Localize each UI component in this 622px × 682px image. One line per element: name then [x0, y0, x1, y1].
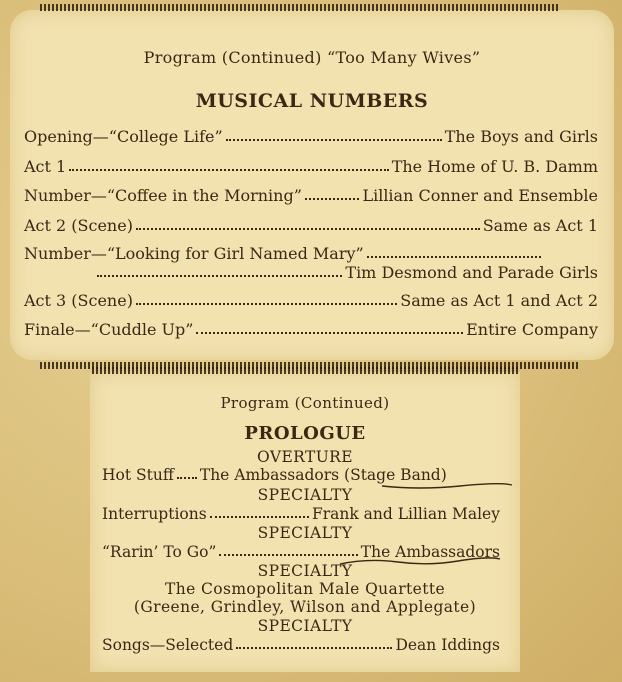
row-performer: Same as Act 1 and Act 2	[400, 291, 598, 310]
program-row	[24, 288, 598, 310]
row-performer: Same as Act 1	[482, 216, 598, 235]
program-row	[102, 503, 500, 523]
musical-numbers-heading: MUSICAL NUMBERS	[195, 90, 429, 112]
row-item: Finale—“Cuddle Up”	[24, 320, 194, 339]
clipping-top-edge	[40, 4, 560, 11]
row-item: Act 3 (Scene)	[24, 291, 133, 310]
program-row	[24, 213, 598, 235]
row-performer: Entire Company	[466, 320, 598, 339]
row-item: Act 1	[24, 157, 67, 176]
program-row	[102, 464, 500, 484]
row-item: Interruptions	[102, 505, 207, 523]
program-row	[24, 154, 598, 176]
dot-leader	[210, 516, 309, 518]
quartette-name: The Cosmopolitan Male Quartette	[164, 580, 446, 598]
dot-leader	[367, 256, 541, 258]
quartette-members: (Greene, Grindley, Wilson and Applegate)	[133, 598, 477, 616]
program-row	[24, 183, 598, 205]
program-title: Program (Continued)	[220, 394, 390, 412]
row-item: Hot Stuff	[102, 466, 174, 484]
dot-leader	[136, 228, 480, 230]
program-title: Program (Continued) “Too Many Wives”	[143, 48, 481, 67]
prologue-heading: PROLOGUE	[244, 423, 366, 444]
program-row	[24, 317, 598, 339]
dot-leader	[236, 647, 392, 649]
row-item: “Rarin’ To Go”	[102, 543, 217, 561]
section-label: SPECIALTY	[257, 562, 353, 580]
dot-leader	[196, 332, 463, 334]
row-performer: Frank and Lillian Maley	[311, 505, 500, 523]
row-item: Act 2 (Scene)	[24, 216, 133, 235]
row-item: Songs—Selected	[102, 636, 234, 654]
row-item: Opening—“College Life”	[24, 127, 223, 146]
program-row	[102, 541, 500, 561]
dot-leader	[136, 303, 397, 305]
section-label: SPECIALTY	[257, 524, 353, 542]
section-label: SPECIALTY	[257, 486, 353, 504]
row-item: Number—“Looking for Girl Named Mary”	[24, 244, 364, 263]
row-performer: Dean Iddings	[395, 636, 500, 654]
row-performer: The Ambassadors (Stage Band)	[199, 466, 447, 484]
dot-leader	[226, 139, 442, 141]
clipping-top-edge	[92, 367, 518, 374]
dot-leader	[69, 169, 388, 171]
program-row	[102, 634, 500, 654]
program-row	[24, 124, 598, 146]
section-label: SPECIALTY	[257, 617, 353, 635]
row-performer: The Boys and Girls	[444, 127, 598, 146]
dot-leader	[97, 275, 342, 277]
dot-leader	[219, 554, 357, 556]
program-row	[94, 260, 598, 282]
row-item: Number—“Coffee in the Morning”	[24, 186, 302, 205]
dot-leader	[177, 477, 197, 479]
row-performer: Tim Desmond and Parade Girls	[345, 263, 598, 282]
row-performer: Lillian Conner and Ensemble	[362, 186, 598, 205]
row-performer: The Home of U. B. Damm	[391, 157, 598, 176]
section-label: OVERTURE	[257, 448, 353, 466]
row-performer: The Ambassadors	[360, 543, 500, 561]
dot-leader	[305, 198, 360, 200]
